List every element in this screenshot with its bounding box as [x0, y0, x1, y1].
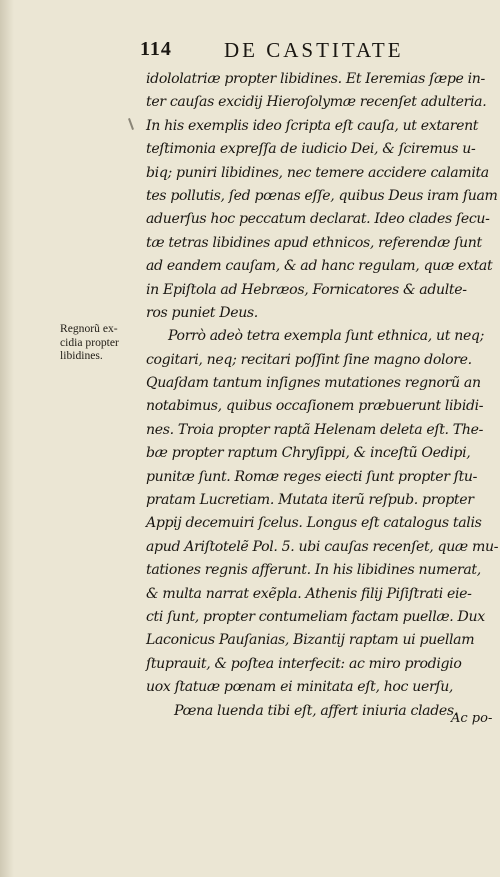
text-line: nes. Troia propter raptã Helenam deleta eſt. The- — [146, 421, 483, 438]
text-line: Pœna luenda tibi eſt, affert iniuria clades. — [174, 702, 458, 719]
text-line: idololatriæ propter libidines. Et Ieremias ſæpe in- — [146, 71, 485, 87]
text-line: notabimus, quibus occaſionem præbuerunt libidi- — [146, 398, 484, 415]
page-header — [140, 38, 480, 68]
text-line: Porrò adeò tetra exempla ſunt ethnica, ut neq; — [168, 328, 485, 345]
text-line: aduerſus hoc peccatum declarat. Ideo clades ſecu- — [146, 211, 490, 228]
ink-speck — [128, 118, 134, 130]
text-line: & multa narrat exẽpla. Athenis filij Piſiſtrati eie- — [146, 585, 472, 602]
text-line: in Epiſtola ad Hebræos, Fornicatores & adulte- — [146, 281, 467, 298]
body-text — [146, 68, 499, 723]
marginal-note-line: libidines. — [60, 349, 103, 362]
text-line: tæ tetras libidines apud ethnicos, referendæ ſunt — [146, 234, 482, 251]
marginal-note-line: Regnorũ ex- — [60, 322, 118, 335]
marginal-note — [60, 322, 152, 363]
text-line: ros puniet Deus. — [146, 304, 258, 321]
text-line: Quaſdam tantum inſignes mutationes regnorũ an — [146, 375, 481, 392]
text-line: pratam Lucretiam. Mutata iterũ reſpub. propter — [146, 492, 474, 509]
text-line: ſtuprauit, & poſtea interfecit: ac miro prodigio — [146, 655, 462, 672]
text-line: biq; puniri libidines, nec temere accidere calamita — [146, 164, 489, 181]
page-number: 114 — [140, 38, 172, 60]
catchword: Ac po- — [451, 711, 493, 726]
text-line: In his exemplis ideo ſcripta eſt cauſa, ut extarent — [146, 117, 479, 134]
running-head: DE CASTITATE — [224, 38, 404, 62]
text-line: Laconicus Pauſanias, Bizantij raptam ui puellam — [146, 632, 475, 649]
text-line: teſtimonia expreſſa de iudicio Dei, & ſciremus u- — [146, 141, 476, 158]
text-line: punitæ ſunt. Romæ reges eiecti ſunt propter ſtu- — [146, 468, 478, 485]
text-line: tationes regnis afferunt. In his libidines numerat, — [146, 562, 481, 579]
binding-shadow — [0, 0, 14, 877]
text-line: ad eandem cauſam, & ad hanc regulam, quæ extat — [146, 258, 493, 275]
text-line: bæ propter raptum Chryſippi, & inceſtũ Oedipi, — [146, 445, 471, 462]
text-line: uox ſtatuæ pœnam ei minitata eſt, hoc uerſu, — [146, 679, 454, 696]
text-line: apud Ariſtotelẽ Pol. 5. ubi cauſas recenſet, quæ mu- — [146, 538, 499, 555]
text-line: cti ſunt, propter contumeliam factam puellæ. Dux — [146, 608, 485, 625]
text-line: ter cauſas excidij Hieroſolymæ recenſet adulteria. — [146, 94, 487, 111]
text-line: tes pollutis, ſed pœnas eſſe, quibus Deus iram ſuam — [146, 187, 498, 204]
text-line: cogitari, neq; recitari poſſint ſine magno dolore. — [146, 351, 472, 368]
marginal-note-line: cidia propter — [60, 335, 119, 349]
text-line: Appij decemuiri ſcelus. Longus eſt catalogus talis — [146, 515, 482, 532]
